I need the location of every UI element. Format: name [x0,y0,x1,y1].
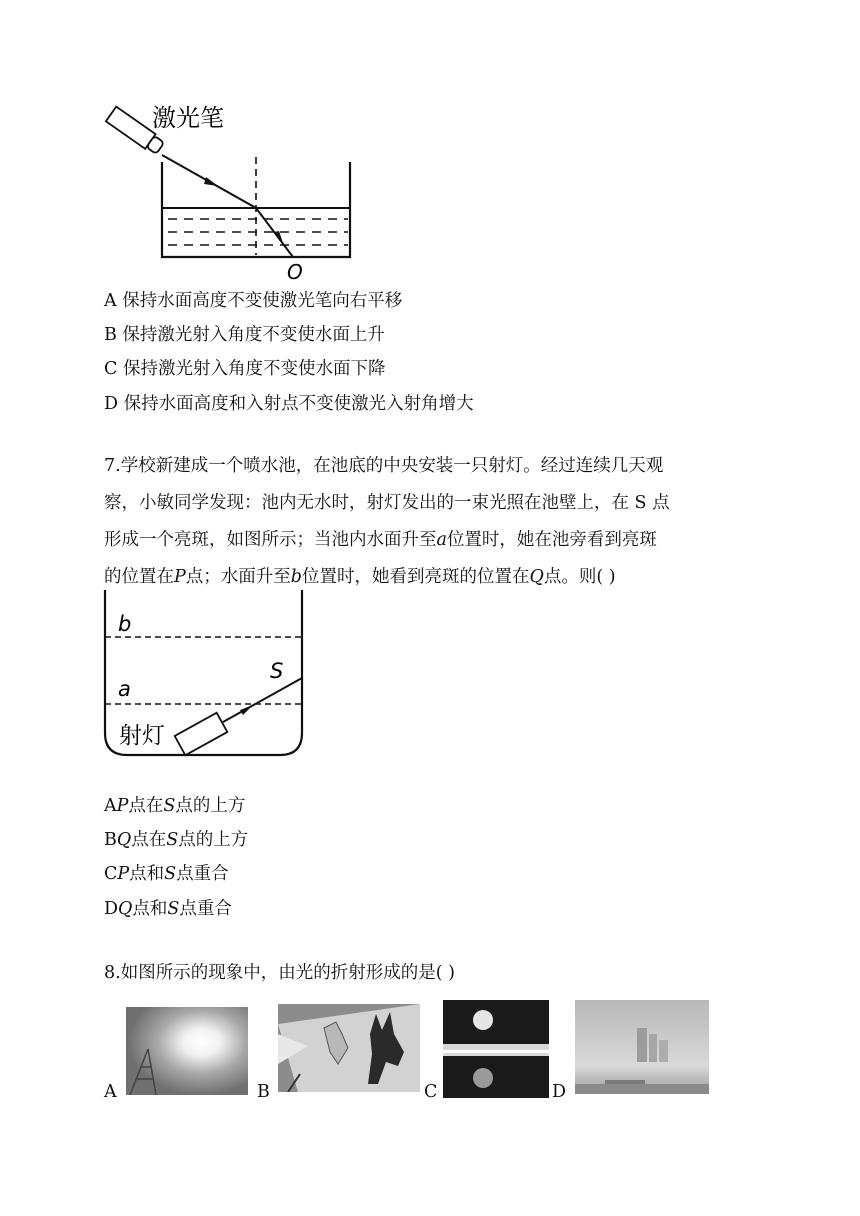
q7-option-c: CP点和S点重合 [104,864,229,884]
q6-option-d: D 保持水面高度和入射点不变使激光入射角增大 [104,394,474,414]
laser-pen-label: 激光笔 [152,104,224,132]
q7-line-3: 形成一个亮斑，如图所示；当池内水面升至a位置时，她在池旁看到亮斑 [104,530,657,550]
photo-a-bright-light [126,1007,248,1095]
photo-b-label: B [257,1082,270,1102]
level-a-label: a [118,677,131,701]
q6-option-b: B 保持激光射入角度不变使水面上升 [104,325,385,345]
photo-a-label: A [104,1082,117,1102]
q8-question: 8.如图所示的现象中，由光的折射形成的是( ) [104,963,455,983]
photo-c-label: C [424,1082,438,1102]
point-s-label: S [270,659,284,683]
q7-option-d: DQ点和S点重合 [104,899,232,919]
q7-question [104,448,754,596]
photo-c-moon-reflection [443,1000,549,1098]
q7-option-a: AP点在S点的上方 [104,796,246,816]
photo-d-label: D [552,1082,567,1102]
laser-refraction-figure [100,95,380,285]
q7-line-2: 察，小敏同学发现：池内无水时，射灯发出的一束光照在池壁上，在 S 点 [104,493,670,513]
q7-line-1: 7.学校新建成一个喷水池，在池底的中央安装一只射灯。经过连续几天观 [104,456,664,476]
point-o-label: O [287,260,303,284]
level-b-label: b [118,612,132,636]
spotlight-pool-figure [100,588,310,760]
q6-option-a: A 保持水面高度不变使激光笔向右平移 [104,291,403,311]
q7-option-b: BQ点在S点的上方 [104,830,249,850]
photo-b-hand-shadow [278,1004,420,1092]
photo-d-mirage [575,1000,709,1094]
q7-line-4: 的位置在P点；水面升至b位置时，她看到亮斑的位置在Q点。则( ) [104,567,616,587]
q6-option-c: C 保持激光射入角度不变使水面下降 [104,359,386,379]
spotlight-label: 射灯 [119,723,165,749]
